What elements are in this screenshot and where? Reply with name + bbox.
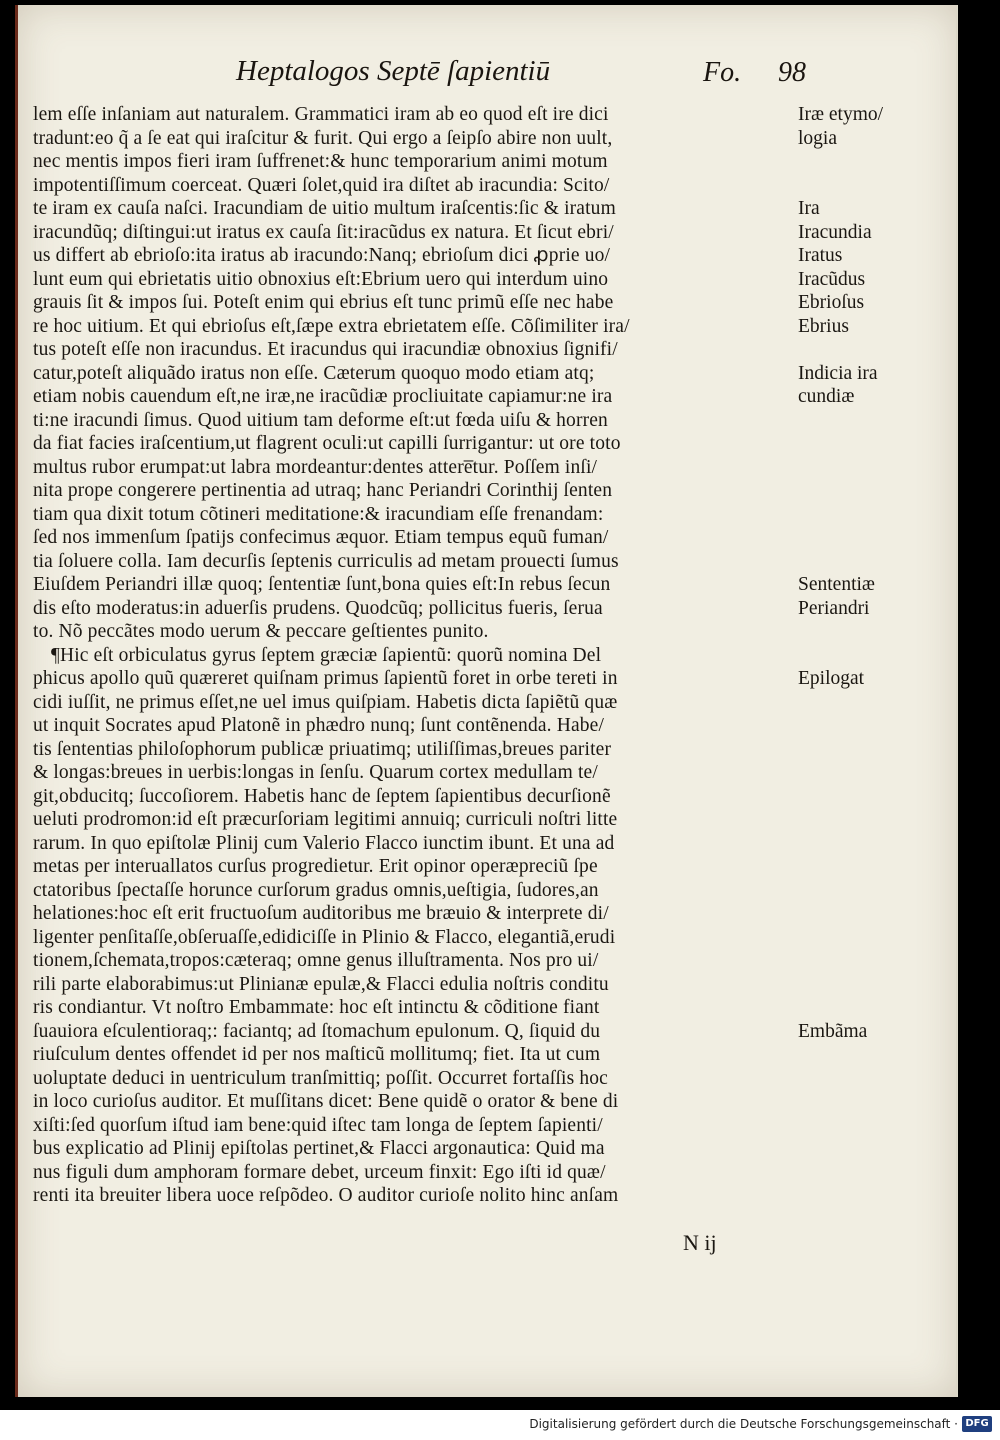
margin-note: Periandri: [798, 597, 870, 619]
text-line: ſuauiora eſculentioraq;: faciantq; ad ſtomachum epulonum. Q, ſiquid du: [33, 1020, 601, 1042]
text-line: nec mentis impos fieri iram ſuffrenet:& hunc temporarium animi motum: [33, 151, 608, 172]
text-line: nita prope congerere pertinentia ad utraq; hanc Periandri Corinthij ſenten: [33, 480, 613, 501]
text-line: tus poteſt eſſe non iracundus. Et iracundus qui iracundiæ obnoxius ſignifi/: [33, 339, 618, 360]
margin-note: Iracũdus: [798, 268, 866, 290]
margin-note: Indicia ira: [798, 362, 878, 384]
margin-note: Iræ etymo/: [798, 104, 884, 125]
text-line: git,obducitq; ſuccoſiorem. Habetis hanc de ſeptem ſapientibus decurſionẽ: [33, 785, 611, 807]
text-line: lunt eum qui ebrietatis uitio obnoxius eſt:Ebrium uero qui interdum uino: [33, 268, 609, 290]
text-line: bus explicatio ad Plinij epiſtolas pertinet,& Flacci argonautica: Quid ma: [33, 1138, 605, 1159]
text-line: ti:ne iracundi ſimus. Quod uitium tam deforme eſt:ut fœda uiſu & horren: [33, 409, 608, 431]
margin-note: Embãma: [798, 1020, 868, 1042]
text-line: rarum. In quo epiſtolæ Plinij cum Valerio Flacco iunctim ibunt. Et una ad: [33, 832, 615, 854]
dfg-logo-icon: DFG: [962, 1416, 992, 1432]
text-line: xiſti:ſed quorſum iſtud iam bene:quid iſtec tam longa de ſeptem ſapienti/: [33, 1114, 603, 1136]
text-line: metas per interuallatos curſus progredietur. Erit opinor operæpreciũ ſpe: [33, 856, 598, 877]
folio-label: Fo.: [703, 57, 742, 88]
text-line: ris condiantur. Vt noſtro Embammate: hoc eſt intinctu & cõditione fiant: [33, 997, 600, 1018]
text-line: to. Nõ peccãtes modo uerum & peccare geſtientes punito.: [33, 621, 489, 642]
text-line: impotentiſſimum coerceat. Quæri ſolet,quid ira diſtet ab iracundia: Scito/: [33, 174, 610, 196]
text-line: cidi iuſſit, ne primus eſſet,ne uel imus quiſpiam. Habetis dicta ſapiẽtũ quæ: [33, 691, 618, 713]
text-line: in loco curioſus auditor. Et muſſitans dicet: Bene quidẽ o orator & bene di: [33, 1091, 619, 1112]
text-line: renti ita breuiter libera uoce reſpõdeo. O auditor curioſe nolito hinc anſam: [33, 1185, 619, 1206]
margin-note: Epilogat: [798, 668, 865, 689]
text-line: ¶Hic eſt orbiculatus gyrus ſeptem græciæ ſapientũ: quorũ nomina Del: [51, 644, 602, 666]
text-line: lem eſſe inſaniam aut naturalem. Grammatici iram ab eo quod eſt ire dici: [33, 104, 609, 125]
margin-note: cundiæ: [798, 386, 855, 407]
text-line: Eiuſdem Periandri illæ quoq; ſententiæ ſunt,bona quies eſt:In rebus ſecun: [33, 574, 611, 595]
text-line: uoluptate deduci in uentriculum tranſmittiq; poſſit. Occurret fortaſſis hoc: [33, 1067, 608, 1089]
text-line: ſed nos immenſum ſpatijs confecimus æquor. Etiam tempus equũ fuman/: [33, 527, 609, 548]
main-text-block: [33, 103, 818, 1208]
text-line: ut inquit Socrates apud Platonẽ in phædro nunq; ſunt contẽnenda. Habe/: [33, 715, 605, 736]
text-line: tis ſententias philoſophorum publicæ priuatimq; utiliſſimas,breues pariter: [33, 738, 612, 760]
footer-bar: [0, 1410, 1000, 1440]
margin-note: Ira: [798, 198, 820, 219]
text-line: nus figuli dum amphoram formare debet, urceum finxit: Ego iſti id quæ/: [33, 1161, 606, 1183]
text-line: da fiat facies iraſcentium,ut flagrent oculi:ut capilli ſurrigantur: ut ore toto: [33, 433, 621, 454]
signature-mark: N ij: [683, 1230, 717, 1255]
text-line: ctatoribus ſpectaſſe horunce curſorum gradus omnis,ueſtigia, ſudores,an: [33, 879, 599, 901]
text-line: re hoc uitium. Et qui ebrioſus eſt,ſæpe extra ebrietatem eſſe. Cõſimiliter ira/: [33, 315, 630, 337]
funding-credit: Digitalisierung gefördert durch die Deutsche Forschungsgemeinschaft ·: [529, 1417, 958, 1431]
margin-note: Ebrius: [798, 315, 849, 337]
text-line: etiam nobis cauendum eſt,ne iræ,ne iracũdiæ procliuitate capiamur:ne ira: [33, 386, 613, 407]
text-line: phicus apollo quũ quæreret quiſnam primus ſapientũ foret in orbe tereti in: [33, 668, 618, 689]
text-line: grauis ſit & impos ſui. Poteſt enim qui ebrius eſt tunc primũ eſſe nec habe: [33, 292, 614, 313]
text-line: us differt ab ebrioſo:ita iratus ab iracundo:Nanq; ebrioſum dici ꝓprie uo/: [33, 245, 611, 266]
text-line: dis eſto moderatus:in aduerſis prudens. Quodcũq; pollicitus fueris, ſerua: [33, 597, 603, 619]
text-line: tiam qua dixit totum cõtineri meditatione:& iracundiam eſſe frenandam:: [33, 503, 604, 525]
text-line: & longas:breues in uerbis:longas in ſenſu. Quarum cortex medullam te/: [33, 762, 598, 783]
text-line: catur,poteſt aliquãdo iratus non eſſe. Cæterum quoquo modo etiam atq;: [33, 362, 595, 384]
text-line: iracundũq; diſtingui:ut iratus ex cauſa ſit:iracũdus ex natura. Et ſicut ebri/: [33, 221, 614, 243]
text-line: ligenter penſitaſſe,obſeruaſſe,edidiciſſe in Plinio & Flacco, elegantiã,erudi: [33, 926, 616, 948]
margin-note: Ebrioſus: [798, 292, 865, 313]
text-line: helationes:hoc eſt erit fructuoſum auditoribus me bræuio & interprete di/: [33, 903, 609, 924]
folio-number: 98: [778, 57, 806, 88]
running-title: Heptalogos Septē ſapientiū: [236, 55, 551, 87]
text-line: rili parte elaborabimus:ut Plinianæ epulæ,& Flacci edulia noſtris conditu: [33, 973, 609, 995]
margin-note: logia: [798, 127, 837, 149]
text-line: multus rubor erumpat:ut labra mordeantur:dentes attere̅tur. Poſſem inſi/: [33, 456, 598, 478]
running-header: [208, 55, 848, 105]
text-line: riuſculum dentes offendet id per nos maſticũ mollitumq; fiet. Ita ut cum: [33, 1044, 601, 1065]
margin-note: Iracundia: [798, 221, 872, 243]
margin-note: Iratus: [798, 245, 843, 266]
book-page: [15, 5, 958, 1397]
text-line: tradunt:eo q̃ a ſe eat qui iraſcitur & furit. Qui ergo a ſeipſo abire non uult,: [33, 127, 613, 149]
margin-note: Sententiæ: [798, 574, 875, 595]
text-line: ueluti prodromon:id eſt præcurſoriam legitimi annuiq; curriculi noſtri litte: [33, 809, 618, 830]
margin-notes: [798, 103, 958, 1203]
text-line: tia ſoluere colla. Iam decurſis ſeptenis curriculis ad metam prouecti ſumus: [33, 550, 619, 572]
text-line: te iram ex cauſa naſci. Iracundiam de uitio multum iraſcentis:ſic & iratum: [33, 198, 616, 219]
text-line: tionem,ſchemata,tropos:cæteraq; omne genus illuſtramenta. Nos pro ui/: [33, 950, 599, 971]
